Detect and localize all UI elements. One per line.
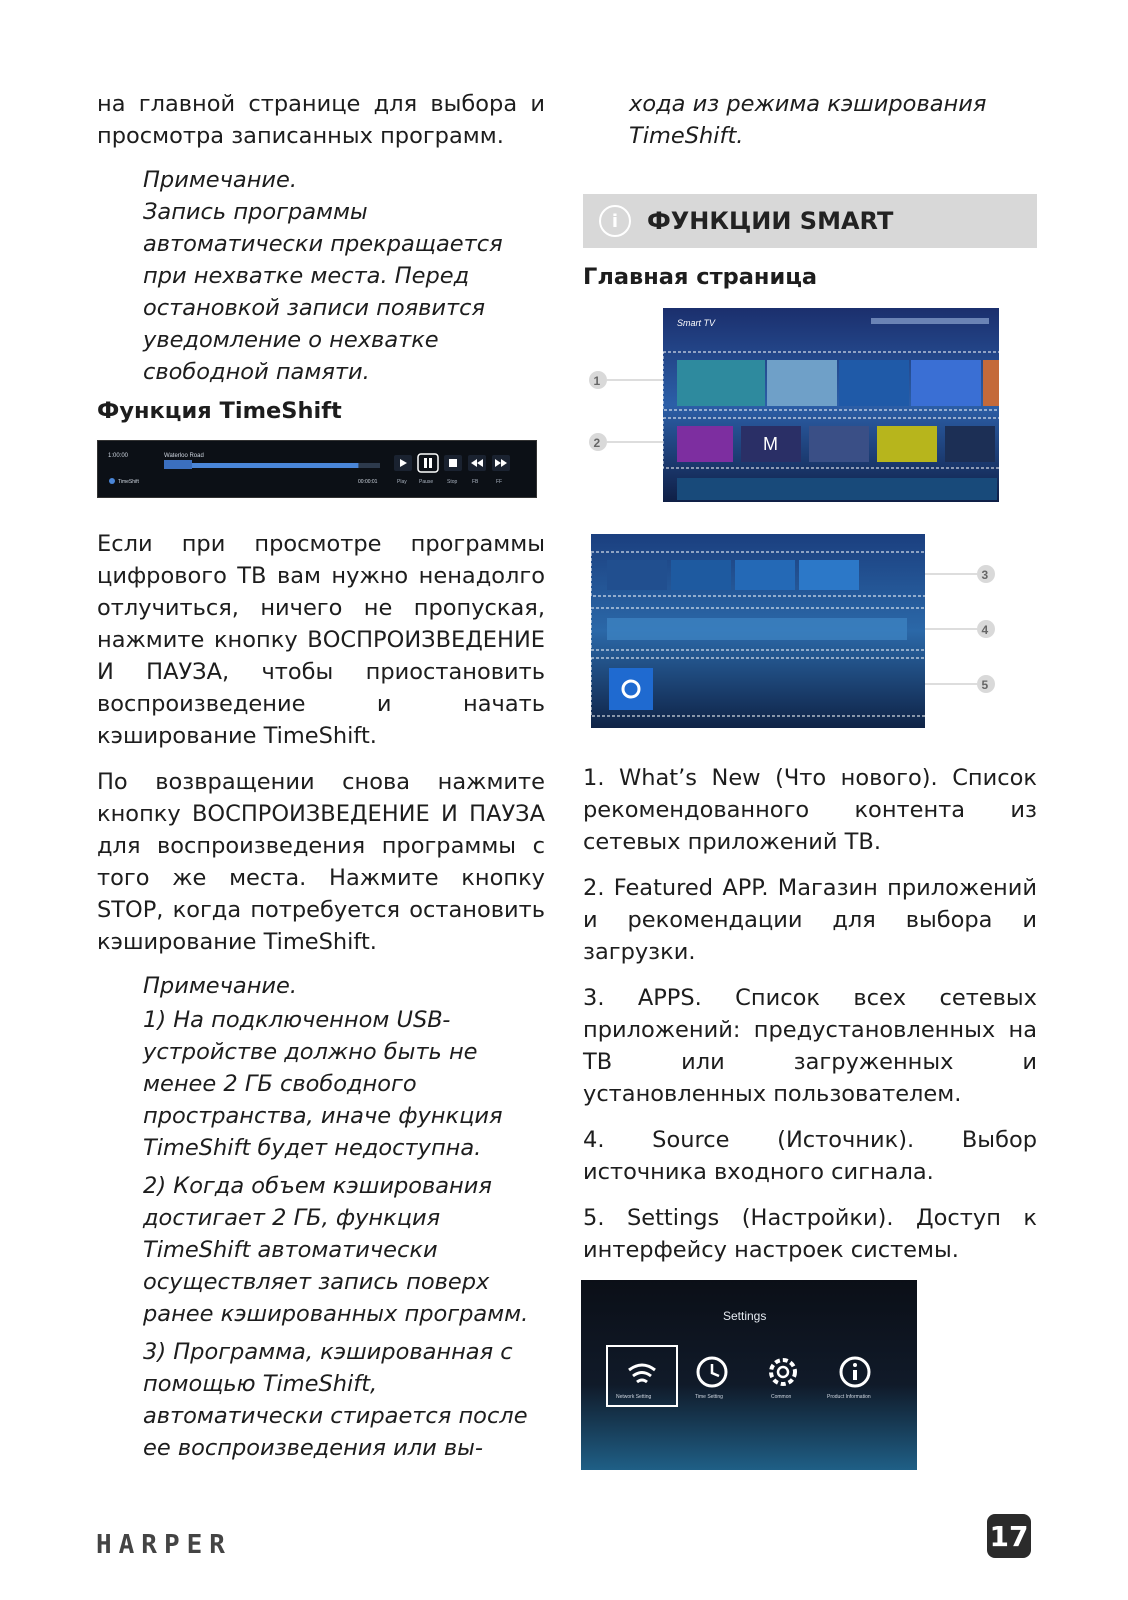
play-label: Play: [397, 479, 407, 485]
network-setting-label: Network Setting: [616, 1394, 652, 1400]
timeshift-player-screenshot: [97, 440, 537, 498]
smart-home-screenshot-bottom: [581, 528, 1011, 734]
smart-home-screenshot-top: [581, 302, 1011, 508]
svg-text:M: M: [763, 434, 778, 454]
player-mode-label: TimeShift: [118, 479, 139, 485]
smart-tv-label: Smart TV: [677, 318, 716, 328]
settings-title: Settings: [723, 1309, 767, 1323]
time-setting-label: Time Setting: [695, 1394, 723, 1400]
continued-note: хода из режима кэширования TimeShift.: [629, 91, 987, 149]
settings-screenshot: [581, 1280, 917, 1470]
note-2-heading: Примечание.: [143, 973, 298, 999]
player-time-left: 1:00:00: [108, 453, 129, 459]
section-title: ФУНКЦИИ SMART: [647, 207, 894, 235]
list-item: 1. What’s New (Что нового). Список рекомендованного контента из сетевых приложений ТВ.: [583, 765, 1037, 855]
stop-icon: [449, 459, 457, 467]
left-column: [97, 88, 545, 1464]
features-list: [583, 762, 1037, 1266]
player-progress-fill: [164, 463, 358, 468]
paragraph-1: Если при просмотре программы цифрового ТВ вам нужно ненадолго отлучиться, ничего не пропуская, нажмите кнопку ВОСПРОИЗВЕДЕНИЕ И ПАУЗА, чтобы приостановить воспроизведение и начать кэширование TimeShift.: [97, 531, 545, 749]
intro-paragraph: на главной странице для выбора и просмотра записанных программ.: [97, 91, 545, 149]
note-2-item-2: 2) Когда объем кэширования достигает 2 ГБ, функция TimeShift автоматически осуществляет запись поверх ранее кэшированных программ.: [143, 1173, 529, 1327]
product-information-label: Product Information: [827, 1394, 871, 1400]
page-number: 17: [987, 1514, 1031, 1558]
callout-5: 5: [981, 678, 989, 692]
fb-label: FB: [472, 479, 479, 485]
note-2-item-3: 3) Программа, кэшированная с помощью TimeShift, автоматически стирается после ее воспроизведения или вы-: [143, 1339, 528, 1461]
pause-icon: [424, 458, 427, 468]
timeshift-icon: [109, 478, 115, 484]
note-2: [143, 970, 545, 1464]
callout-3: 3: [981, 568, 989, 582]
player-channel-title: Waterloo Road: [164, 453, 204, 459]
list-item: 4. Source (Источник). Выбор источника входного сигнала.: [583, 1127, 1037, 1185]
brand-logo: HARPER: [96, 1530, 232, 1560]
note-2-item-1: 1) На подключенном USB-устройстве должно быть не менее 2 ГБ свободного пространства, иначе функция TimeShift будет недоступна.: [143, 1007, 503, 1161]
note-1: [143, 164, 545, 388]
right-column: [583, 88, 1037, 1470]
callout-1: 1: [593, 374, 601, 388]
paragraph-2: По возвращении снова нажмите кнопку ВОСПРОИЗВЕДЕНИЕ И ПАУЗА для воспроизведения программы с того же места. Нажмите кнопку STOP, когда потребуется остановить кэширование TimeShift.: [97, 769, 545, 955]
player-progress-marker: [164, 460, 192, 469]
ff-label: FF: [496, 479, 503, 485]
callout-4: 4: [981, 623, 989, 637]
section-bar-smart: [583, 194, 1037, 248]
note-1-heading: Примечание.: [143, 167, 298, 193]
callout-2: 2: [593, 436, 601, 450]
stop-label: Stop: [447, 479, 458, 485]
pause-label: Pause: [419, 479, 434, 485]
list-item: 2. Featured APP. Магазин приложений и рекомендации для выбора и загрузки.: [583, 875, 1037, 965]
timeshift-heading: Функция TimeShift: [97, 398, 342, 424]
note-1-text: Запись программы автоматически прекращается при нехватке места. Перед остановкой записи появится уведомление о нехватке свободной памяти.: [143, 199, 503, 385]
list-item: 5. Settings (Настройки). Доступ к интерфейсу настроек системы.: [583, 1205, 1037, 1263]
player-time-right: 00:00:01: [358, 479, 378, 485]
info-icon: i: [599, 205, 631, 237]
list-item: 3. APPS. Список всех сетевых приложений: предустановленных на ТВ или загруженных и установленных пользователем.: [583, 985, 1037, 1107]
home-page-subheading: Главная страница: [583, 264, 818, 290]
common-label: Common: [771, 1394, 792, 1400]
